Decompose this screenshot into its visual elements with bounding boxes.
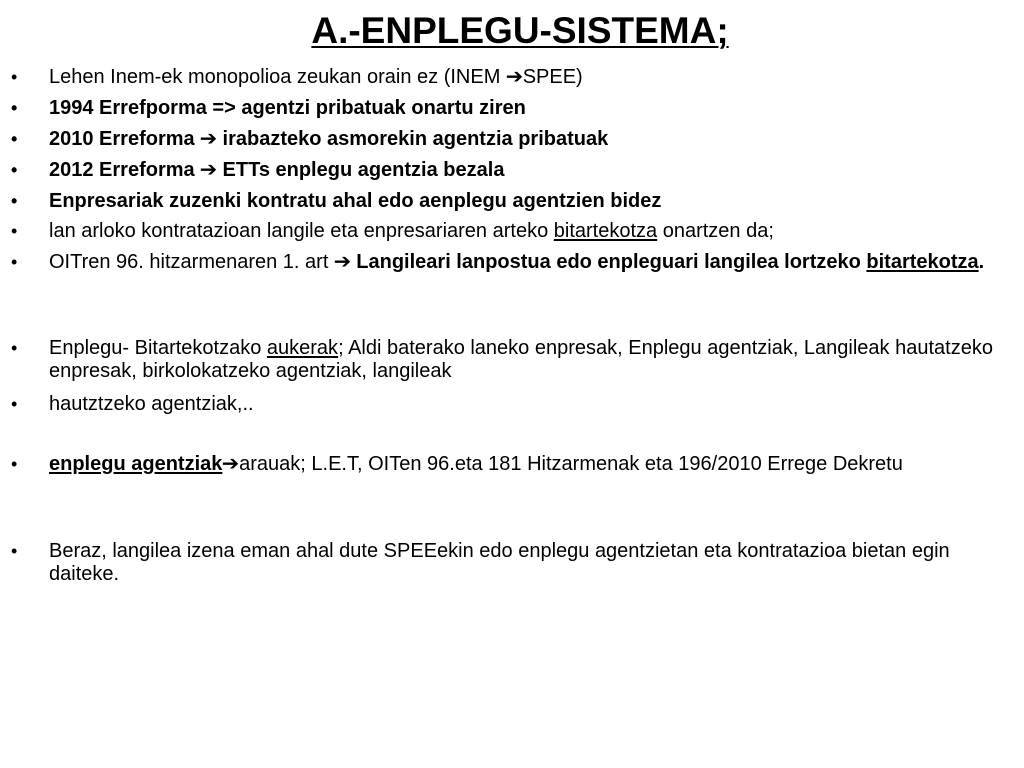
- bullet-dot: •: [11, 454, 18, 474]
- list-item: [11, 393, 1001, 416]
- bullet-dot: •: [11, 191, 18, 211]
- list-item-text: hautztzeko agentziak,..: [49, 393, 254, 415]
- bullet-dot: •: [11, 129, 18, 149]
- list-item: [11, 97, 1001, 120]
- arrow-right-icon: ➔: [199, 128, 218, 150]
- list-item: [11, 128, 1001, 151]
- bullet-dot: •: [11, 541, 18, 561]
- list-item: [11, 251, 1001, 274]
- list-item-text: lan arloko kontratazioan langile eta enpresariaren arteko bitartekotza onartzen da;: [49, 220, 774, 242]
- list-item: [11, 337, 1001, 383]
- bullet-dot: •: [11, 160, 18, 180]
- list-item: [11, 453, 1001, 476]
- bullet-dot: •: [11, 338, 18, 358]
- list-item-text: Lehen Inem-ek monopolioa zeukan orain ez (INEM ➔SPEE): [49, 66, 583, 88]
- list-item-text: 2010 Erreforma ➔ irabazteko asmorekin agentzia pribatuak: [49, 128, 609, 150]
- list-item-text: 2012 Erreforma ➔ ETTs enplegu agentzia bezala: [49, 159, 505, 181]
- list-item-text: enplegu agentziak➔arauak; L.E.T, OITen 96.eta 181 Hitzarmenak eta 196/2010 Errege Dekretu: [49, 453, 903, 475]
- list-item-text: OITren 96. hitzarmenaren 1. art ➔ Langileari lanpostua edo enpleguari langilea lortzeko bitartekotza.: [49, 251, 985, 273]
- list-item-text: Enplegu- Bitartekotzako aukerak; Aldi baterako laneko enpresak, Enplegu agentziak, Langileak hautatzeko enpresak, birkolokatzeko agentziak, langileak: [49, 337, 993, 382]
- list-item-text: 1994 Errefporma => agentzi pribatuak onartu ziren: [49, 97, 526, 119]
- arrow-right-icon: ➔: [221, 453, 240, 475]
- list-item: [11, 190, 1001, 213]
- list-item-text: Beraz, langilea izena eman ahal dute SPEEekin edo enplegu agentzietan eta kontratazioa bietan egin daiteke.: [49, 540, 950, 585]
- list-item: [11, 66, 1001, 89]
- page-title: A.-ENPLEGU-SISTEMA;: [311, 10, 729, 51]
- list-item: [11, 220, 1001, 243]
- list-item-text: Enpresariak zuzenki kontratu ahal edo aenplegu agentzien bidez: [49, 190, 662, 212]
- list-item: [11, 540, 1001, 586]
- bullet-dot: •: [11, 394, 18, 414]
- bullet-dot: •: [11, 221, 18, 241]
- arrow-right-icon: ➔: [199, 159, 218, 181]
- list-item: [11, 159, 1001, 182]
- arrow-right-icon: ➔: [505, 66, 524, 88]
- bullet-dot: •: [11, 98, 18, 118]
- bullet-dot: •: [11, 252, 18, 272]
- arrow-right-icon: ➔: [333, 251, 352, 273]
- bullet-dot: •: [11, 67, 18, 87]
